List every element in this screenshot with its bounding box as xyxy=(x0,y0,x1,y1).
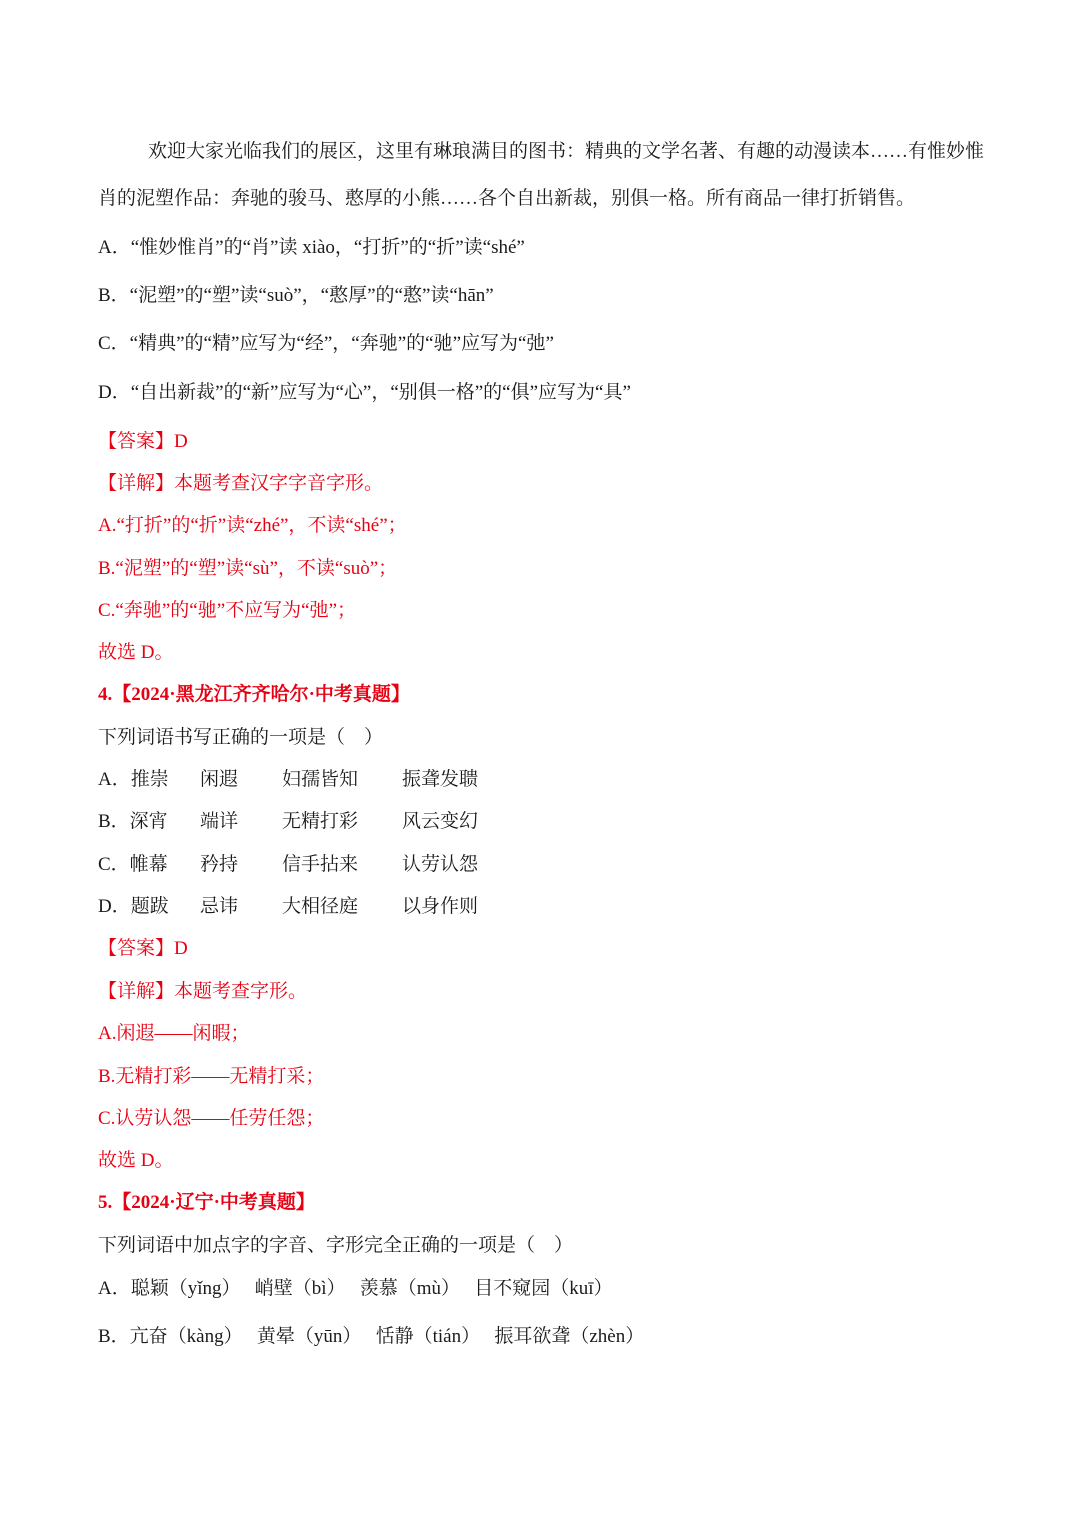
q4-option-b-word-2: 端详 xyxy=(200,811,239,832)
q4-conclusion: 故选 D。 xyxy=(98,1150,174,1171)
q4-option-c-word-1: C．帷幕 xyxy=(98,854,168,875)
q4-option-c-word-3: 信手拈来 xyxy=(282,854,359,875)
q4-option-a-word-4: 振聋发聩 xyxy=(402,769,479,790)
passage-line-2: 肖的泥塑作品：奔驰的骏马、憨厚的小熊……各个自出新裁，别俱一格。所有商品一律打折销售。 xyxy=(98,188,916,209)
q4-option-c-word-2: 矜持 xyxy=(200,854,239,875)
q5-option-b: B．亢奋（kàng） 黄晕（yūn） 恬静（tián） 振耳欲聋（zhèn） xyxy=(98,1326,645,1347)
q4-option-a-word-2: 闲遐 xyxy=(200,769,239,790)
q5-option-a: A．聪颖（yǐng） 峭壁（bì） 羡慕（mù） 目不窥园（kuī） xyxy=(98,1278,613,1299)
q4-option-a-word-1: A．推崇 xyxy=(98,769,169,790)
q4-option-d-word-4: 以身作则 xyxy=(402,896,479,917)
q4-option-d-word-1: D．题跋 xyxy=(98,896,169,917)
q4-detail: 【详解】本题考查字形。 xyxy=(98,981,308,1002)
q5-stem: 下列词语中加点字的字音、字形完全正确的一项是（ ） xyxy=(98,1235,574,1256)
q3-answer: 【答案】D xyxy=(98,431,188,452)
q4-option-b-word-4: 风云变幻 xyxy=(402,811,479,832)
q3-detail: 【详解】本题考查汉字字音字形。 xyxy=(98,473,384,494)
q4-option-b-word-3: 无精打彩 xyxy=(282,811,359,832)
q5-heading: 5.【2024·辽宁·中考真题】 xyxy=(98,1192,315,1213)
q4-option-d xyxy=(98,895,990,919)
q3-option-b: B．“泥塑”的“塑”读“suò”，“憨厚”的“憨”读“hān” xyxy=(98,285,494,306)
q4-option-a-word-3: 妇孺皆知 xyxy=(282,769,359,790)
q4-option-b-word-1: B．深宵 xyxy=(98,811,168,832)
q3-analysis-c: C.“奔驰”的“驰”不应写为“弛”； xyxy=(98,600,357,621)
q4-stem: 下列词语书写正确的一项是（ ） xyxy=(98,727,384,748)
q4-heading: 4.【2024·黑龙江齐齐哈尔·中考真题】 xyxy=(98,684,410,705)
q3-option-a: A．“惟妙惟肖”的“肖”读 xiào，“打折”的“折”读“shé” xyxy=(98,237,525,258)
q4-option-c xyxy=(98,853,990,877)
q4-answer: 【答案】D xyxy=(98,938,188,959)
q4-option-d-word-3: 大相径庭 xyxy=(282,896,359,917)
passage-line-1: 欢迎大家光临我们的展区，这里有琳琅满目的图书：精典的文学名著、有趣的动漫读本……有惟妙惟 xyxy=(148,141,985,162)
q4-analysis-a: A.闲遐——闲暇； xyxy=(98,1023,250,1044)
q4-option-b xyxy=(98,810,990,834)
q3-conclusion: 故选 D。 xyxy=(98,642,174,663)
q3-option-c: C．“精典”的“精”应写为“经”，“奔驰”的“驰”应写为“弛” xyxy=(98,333,554,354)
q3-option-d: D．“自出新裁”的“新”应写为“心”，“别俱一格”的“俱”应写为“具” xyxy=(98,382,631,403)
q4-analysis-b: B.无精打彩——无精打采； xyxy=(98,1066,325,1087)
q4-option-c-word-4: 认劳认怨 xyxy=(402,854,479,875)
q4-option-d-word-2: 忌讳 xyxy=(200,896,239,917)
q3-analysis-b: B.“泥塑”的“塑”读“sù”，不读“suò”； xyxy=(98,558,398,579)
q3-analysis-a: A.“打折”的“折”读“zhé”，不读“shé”； xyxy=(98,515,407,536)
q4-analysis-c: C.认劳认怨——任劳任怨； xyxy=(98,1108,325,1129)
q4-option-a xyxy=(98,768,990,792)
